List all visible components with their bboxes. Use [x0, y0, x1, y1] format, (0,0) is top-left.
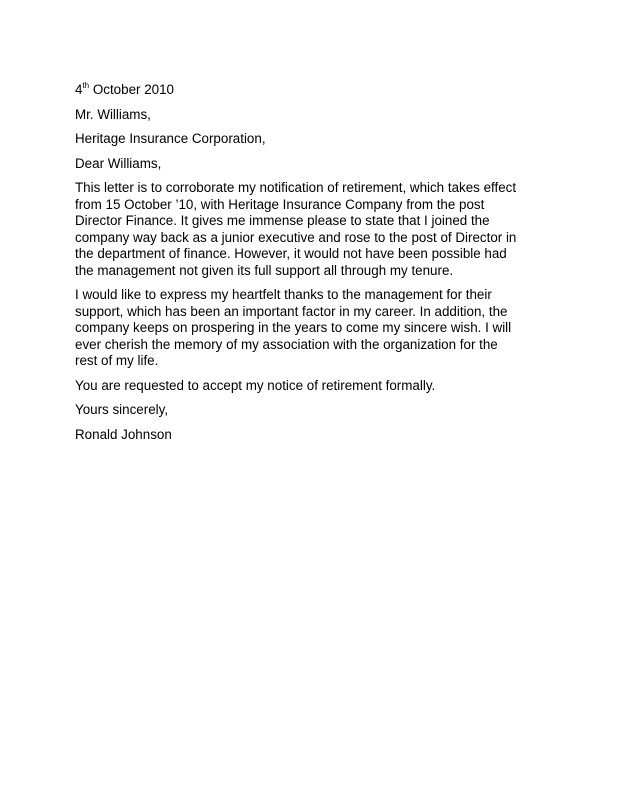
letter-date: [75, 82, 565, 99]
paragraph-line: This letter is to corroborate my notification of retirement, which takes effect: [75, 180, 517, 195]
paragraph-line: the management not given its full support all through my tenure.: [75, 262, 454, 278]
paragraph-line: ever cherish the memory of my association with the organization for the: [75, 336, 498, 352]
paragraph-line: Director Finance. It gives me immense please to state that I joined the: [75, 213, 490, 228]
paragraph-retirement-notice: [75, 180, 565, 279]
paragraph-line: rest of my life.: [75, 353, 159, 368]
paragraph-request: You are requested to accept my notice of retirement formally.: [75, 377, 436, 393]
paragraph-line: from 15 October ’10, with Heritage Insurance Company from the post: [75, 196, 485, 212]
paragraph-thanks: [75, 287, 565, 370]
date-rest: October 2010: [89, 82, 174, 97]
recipient-name: Mr. Williams,: [75, 106, 151, 122]
signature-name: Ronald Johnson: [75, 426, 172, 442]
date-suffix: th: [82, 80, 90, 90]
letter-body: [75, 82, 565, 451]
paragraph-line: support, which has been an important factor in my career. In addition, the: [75, 303, 508, 319]
paragraph-line: company keeps on prospering in the years to come my sincere wish. I will: [75, 320, 512, 335]
salutation: Dear Williams,: [75, 155, 162, 171]
recipient-company: Heritage Insurance Corporation,: [75, 131, 266, 146]
paragraph-line: I would like to express my heartfelt thanks to the management for their: [75, 287, 492, 302]
paragraph-line: company way back as a junior executive and rose to the post of Director in: [75, 229, 517, 245]
date-day: 4: [75, 82, 83, 97]
paragraph-line: the department of finance. However, it would not have been possible had: [75, 246, 507, 261]
closing: Yours sincerely,: [75, 402, 169, 417]
